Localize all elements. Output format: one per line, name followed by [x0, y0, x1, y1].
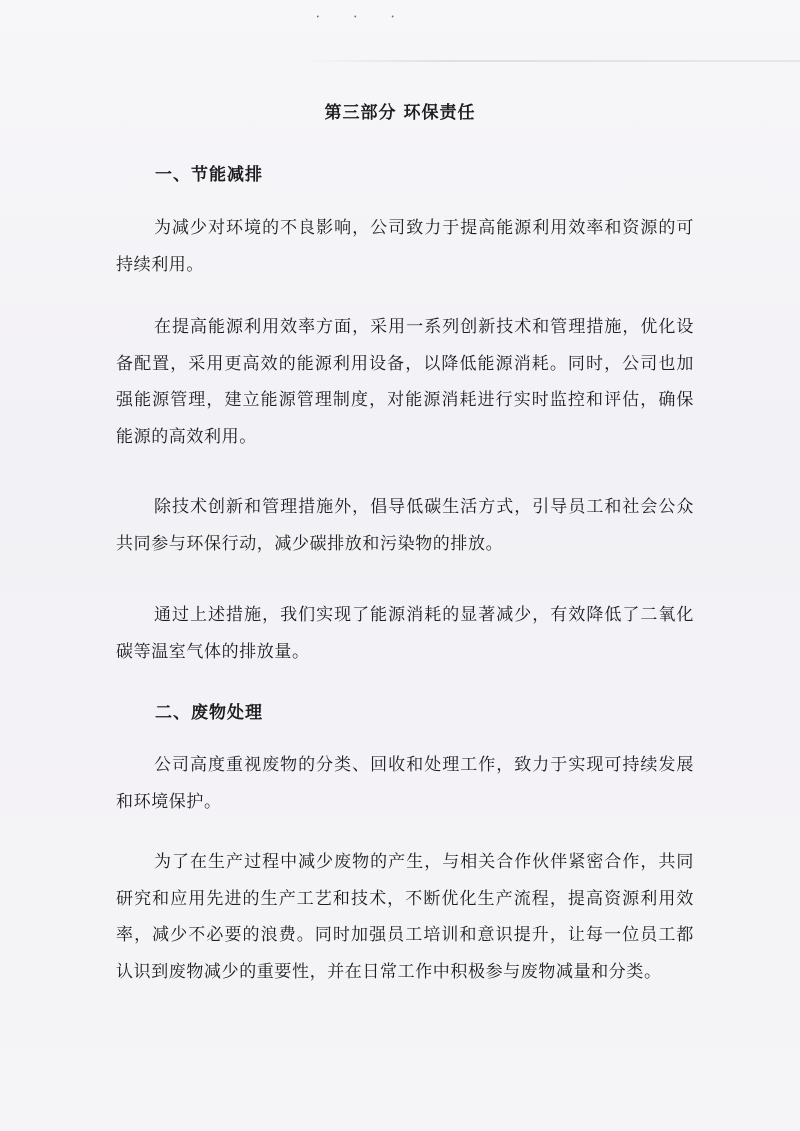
paragraph-energy-intro: 为减少对环境的不良影响，公司致力于提高能源利用效率和资源的可持续利用。 — [116, 218, 694, 275]
paragraph-energy-efficiency: 在提高能源利用效率方面，采用一系列创新技术和管理措施，优化设备配置，采用更高效的能源利用设备，以降低能源消耗。同时，公司也加强能源管理，建立能源管理制度，对能源消耗进行实时监控和评估，确保能源的高效利用。 — [116, 317, 694, 447]
scan-artifact-line — [300, 60, 800, 62]
section-heading-energy: 一、节能减排 — [155, 165, 263, 185]
paragraph-waste-reduction: 为了在生产过程中减少废物的产生，与相关合作伙伴紧密合作，共同研究和应用先进的生产工艺和技术，不断优化生产流程，提高资源利用效率，减少不必要的浪费。同时加强员工培训和意识提升，让每一位员工都认识到废物减少的重要性，并在日常工作中积极参与废物减量和分类。 — [116, 852, 694, 982]
paragraph-low-carbon: 除技术创新和管理措施外，倡导低碳生活方式，引导员工和社会公众共同参与环保行动，减少碳排放和污染物的排放。 — [116, 497, 694, 554]
section-heading-waste: 二、废物处理 — [155, 703, 263, 723]
paragraph-waste-intro: 公司高度重视废物的分类、回收和处理工作，致力于实现可持续发展和环境保护。 — [116, 755, 694, 812]
scan-artifact-dots: • • • — [316, 14, 411, 21]
page-title: 第三部分 环保责任 — [324, 103, 476, 123]
paragraph-energy-result: 通过上述措施，我们实现了能源消耗的显著减少，有效降低了二氧化碳等温室气体的排放量。 — [116, 605, 694, 662]
